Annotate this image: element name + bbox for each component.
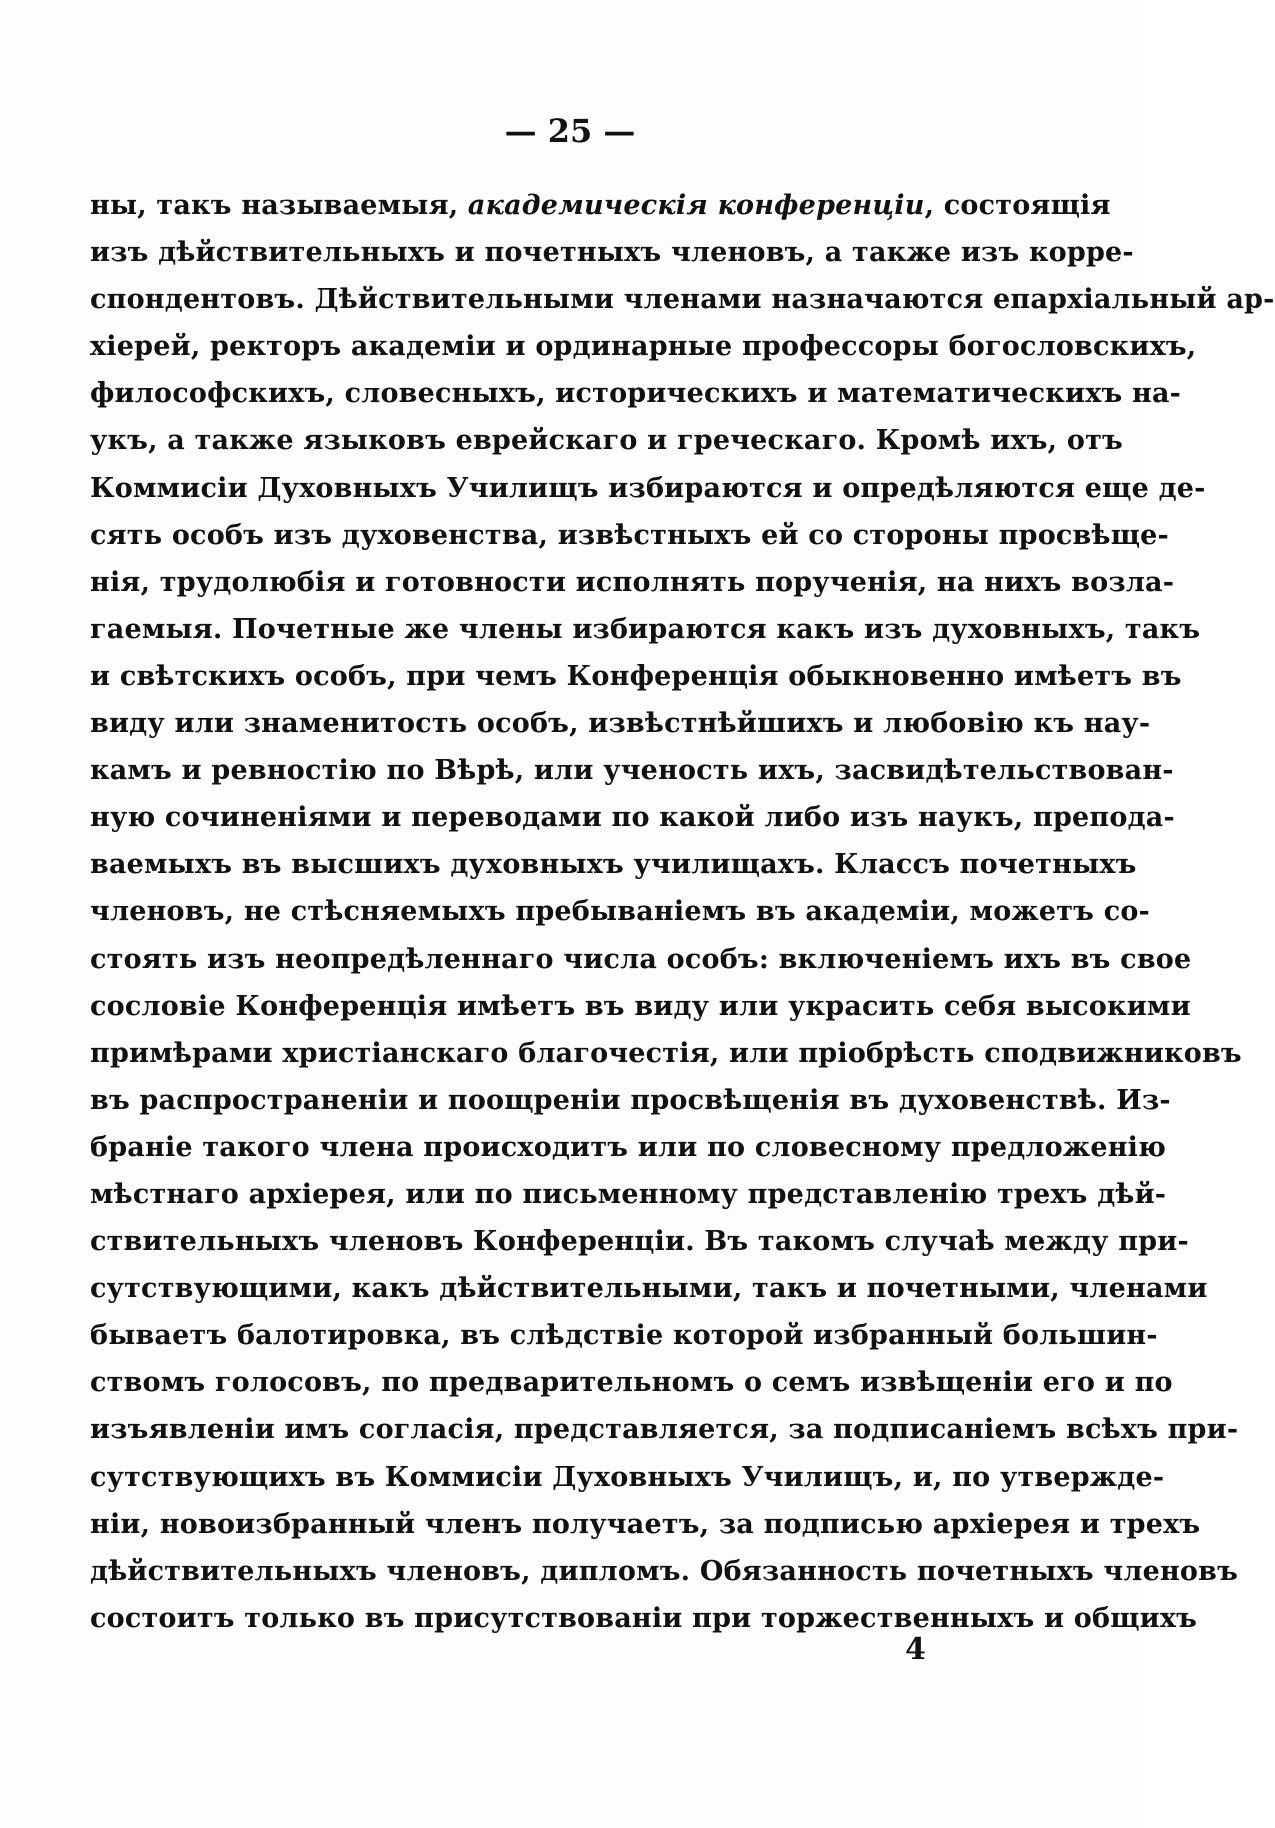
- text-line-12: виду или знаменитость особъ, извѣстнѣйшихъ и любовію къ нау-: [90, 708, 1151, 740]
- italic-term: академическія конференціи: [467, 190, 925, 221]
- page-number: — 25 —: [504, 112, 636, 150]
- text-line-7: Коммисіи Духовныхъ Училищъ избираются и опредѣляются еще де-: [90, 472, 1206, 504]
- line-1-after: , состоящія: [924, 190, 1111, 221]
- text-line-13: камъ и ревностію по Вѣрѣ, или ученость ихъ, засвидѣтельствован-: [90, 755, 1174, 787]
- text-line-1: [90, 182, 1111, 229]
- text-line-16: членовъ, не стѣсняемыхъ пребываніемъ въ академіи, можетъ со-: [90, 896, 1150, 928]
- text-line-26: ствомъ голосовъ, по предварительномъ о семъ извѣщеніи его и по: [90, 1367, 1173, 1399]
- text-line-10: гаемыя. Почетные же члены избираются какъ изъ духовныхъ, такъ: [90, 613, 1201, 645]
- text-line-21: браніе такого члена происходитъ или по словесному предложенію: [90, 1131, 1167, 1163]
- text-line-8: сять особъ изъ духовенства, извѣстныхъ ей со стороны просвѣще-: [90, 519, 1169, 551]
- text-line-15: ваемыхъ въ высшихъ духовныхъ училищахъ. Классъ почетныхъ: [90, 849, 1137, 881]
- text-line-14: ную сочиненіями и переводами по какой либо изъ наукъ, препода-: [90, 802, 1175, 834]
- text-line-5: философскихъ, словесныхъ, историческихъ и математическихъ на-: [90, 378, 1182, 410]
- text-line-3: спондентовъ. Дѣйствительными членами назначаются епархіальный ар-: [90, 284, 1275, 316]
- text-line-11: и свѣтскихъ особъ, при чемъ Конференція обыкновенно имѣетъ въ: [90, 660, 1182, 692]
- text-line-25: бываетъ балотировка, въ слѣдствіе которой избранный большин-: [90, 1320, 1158, 1352]
- text-line-27: изъявленіи имъ согласія, представляется, за подписаніемъ всѣхъ при-: [90, 1414, 1239, 1446]
- text-line-2: изъ дѣйствительныхъ и почетныхъ членовъ, а также изъ корре-: [90, 237, 1134, 269]
- text-line-4: хіерей, ректоръ академіи и ординарные профессоры богословскихъ,: [90, 331, 1197, 363]
- text-line-24: сутствующими, какъ дѣйствительными, такъ и почетными, членами: [90, 1273, 1208, 1305]
- text-line-28: сутствующихъ въ Коммисіи Духовныхъ Училищъ, и, по утвержде-: [90, 1461, 1165, 1493]
- text-line-22: мѣстнаго архіерея, или по письменному представленію трехъ дѣй-: [90, 1178, 1167, 1210]
- text-line-9: нія, трудолюбія и готовности исполнять порученія, на нихъ возла-: [90, 566, 1175, 598]
- text-line-6: укъ, а также языковъ еврейскаго и греческаго. Кромѣ ихъ, отъ: [90, 425, 1123, 457]
- body-text: [90, 182, 1275, 1642]
- text-line-23: ствительныхъ членовъ Конференціи. Въ такомъ случаѣ между при-: [90, 1226, 1189, 1258]
- line-1-before: ны, такъ называемыя,: [90, 190, 468, 221]
- text-line-30: дѣйствительныхъ членовъ, дипломъ. Обязанность почетныхъ членовъ: [90, 1555, 1239, 1587]
- text-line-29: ніи, новоизбранный членъ получаетъ, за подписью архіерея и трехъ: [90, 1508, 1201, 1540]
- text-line-31: состоитъ только въ присутствованіи при торжественныхъ и общихъ: [90, 1602, 1198, 1634]
- signature-mark: 4: [905, 1632, 926, 1667]
- text-line-17: стоять изъ неопредѣленнаго числа особъ: включеніемъ ихъ въ свое: [90, 943, 1192, 975]
- text-line-19: примѣрами христіанскаго благочестія, или пріобрѣсть сподвижниковъ: [90, 1037, 1242, 1069]
- text-line-20: въ распространеніи и поощреніи просвѣщенія въ духовенствѣ. Из-: [90, 1084, 1171, 1116]
- text-line-18: сословіе Конференція имѣетъ въ виду или украсить себя высокими: [90, 990, 1191, 1022]
